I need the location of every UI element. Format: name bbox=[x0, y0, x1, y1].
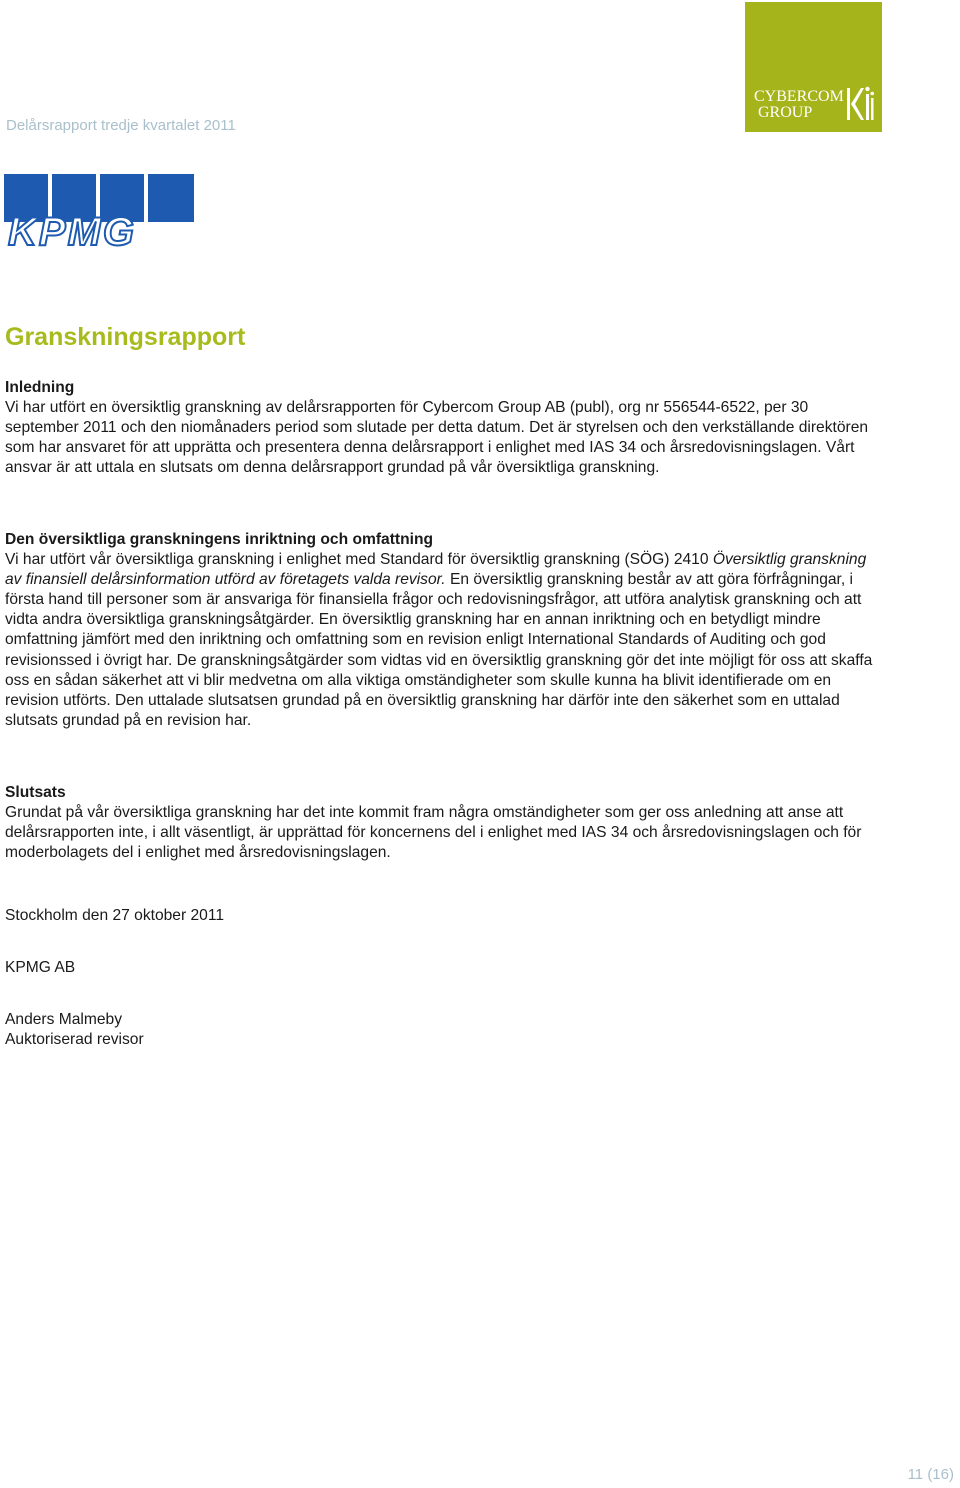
section-text-conclusion: Grundat på vår översiktliga granskning har det inte kommit fram några omständigheter som ger oss anledning att anse att delårsrapporten inte, i allt väsentligt, är upprättad för koncernens del i enlighet med IAS 34 och årsredovisningslagen och för moderbolagets del i enlighet med årsredovisningslagen. bbox=[5, 804, 862, 862]
section-conclusion bbox=[5, 783, 885, 863]
section-heading-scope: Den översiktliga granskningens inriktning och omfattning bbox=[5, 531, 434, 548]
cybercom-logo-line1: CYBERCOM bbox=[754, 88, 844, 105]
cybercom-group-logo bbox=[745, 2, 882, 132]
section-intro bbox=[5, 378, 885, 478]
signature-name: Anders Malmeby bbox=[5, 1011, 122, 1028]
kpmg-logo bbox=[4, 174, 196, 248]
cybercom-logo-line2: GROUP bbox=[758, 104, 813, 121]
scope-text-part1: Vi har utfört vår översiktliga granskning i enlighet med Standard för översiktlig granskning (SÖG) 2410 bbox=[5, 551, 713, 569]
scope-standard-title: Översiktlig granskning av finansiell delårsinformation utförd av företagets valda revisor. bbox=[5, 551, 867, 589]
section-heading-intro: Inledning bbox=[5, 379, 75, 396]
signature-place-date: Stockholm den 27 oktober 2011 bbox=[5, 907, 225, 924]
report-header-title: Delårsrapport tredje kvartalet 2011 bbox=[6, 117, 236, 134]
section-heading-conclusion: Slutsats bbox=[5, 784, 66, 801]
document-title: Granskningsrapport bbox=[5, 323, 246, 351]
kpmg-logo-text: KPMG bbox=[8, 210, 136, 248]
signature-role: Auktoriserad revisor bbox=[5, 1031, 144, 1048]
section-text-intro: Vi har utfört en översiktlig granskning av delårsrapporten för Cybercom Group AB (publ), org nr 556544-6522, per 30 september 2011 och den niomånaders period som slutade per detta datum. Det är styrelsen och den verkställande direktören som har ansvaret för att upprätta och presentera denna delårsrapport i enlighet med IAS 34 och årsredovisningslagen. Vårt ansvar är att uttala en slutsats om denna delårsrapport grundad på vår översiktliga granskning. bbox=[5, 399, 869, 477]
signature-firm: KPMG AB bbox=[5, 959, 76, 976]
cybercom-mark-icon bbox=[845, 82, 875, 124]
section-scope bbox=[5, 530, 885, 731]
scope-text-part2: En översiktlig granskning består av att göra förfrågningar, i första hand till personer som är ansvariga för finansiella frågor och redovisningsfrågor, att utföra analytisk granskning och att vidta andra översiktliga granskningsåtgärder. En översiktlig granskning har en annan inriktning och en betydligt mindre omfattning jämfört med den inriktning och omfattning som en revision enligt International Standards of Auditing och god revisionssed i övrigt har. De granskningsåtgärder som vidtas vid en översiktlig granskning gör det inte möjligt för oss att skaffa oss en sådan säkerhet att vi blir medvetna om alla viktiga omständigheter som skulle kunna ha blivit identifierade om en revision utförts. Den uttalade slutsatsen grundad på en översiktlig granskning har därför inte den säkerhet som en uttalad slutsats grundad på en revision har. bbox=[5, 571, 873, 729]
page-number: 11 (16) bbox=[907, 1466, 954, 1483]
section-text-scope bbox=[5, 550, 885, 731]
